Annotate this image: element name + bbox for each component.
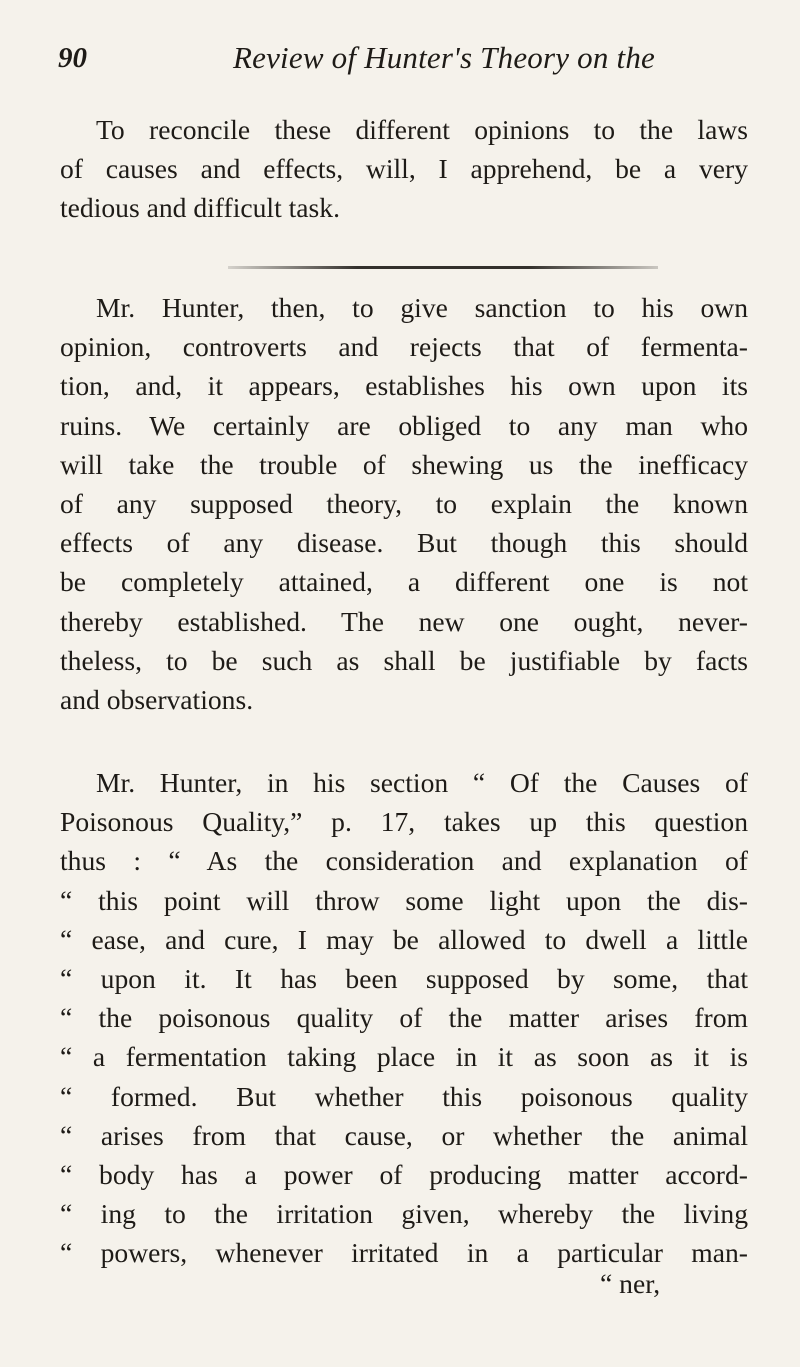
text-line: “ upon it. It has been supposed by some, that <box>60 963 748 995</box>
catchword: “ ner, <box>600 1268 661 1299</box>
text-line: “ formed. But whether this poisonous quality <box>60 1080 748 1112</box>
text-line: thereby established. The new one ought, never- <box>60 605 748 637</box>
text-line: “ this point will throw some light upon the dis- <box>60 884 748 916</box>
text-line: “ arises from that cause, or whether the animal <box>60 1119 748 1151</box>
text-line: “ body has a power of producing matter accord- <box>60 1159 748 1191</box>
text-line: be completely attained, a different one is not <box>60 566 748 598</box>
text-line: will take the trouble of shewing us the inefficacy <box>60 448 748 480</box>
paragraph-3 <box>60 763 748 1273</box>
text-line: thus : “ As the consideration and explanation of <box>60 845 748 877</box>
text-line: Mr. Hunter, then, to give sanction to his own <box>96 292 748 323</box>
text-line: effects of any disease. But though this should <box>60 527 748 559</box>
text-line: Mr. Hunter, in his section “ Of the Causes of <box>96 767 748 798</box>
section-rule <box>228 266 658 269</box>
running-title: Review of Hunter's Theory on the <box>233 40 655 75</box>
text-line: tion, and, it appears, establishes his own upon its <box>60 370 748 402</box>
text-line: “ a fermentation taking place in it as soon as it is <box>60 1041 748 1073</box>
paragraph-1 <box>60 110 748 228</box>
running-head <box>58 40 718 80</box>
text-line: “ ease, and cure, I may be allowed to dwell a little <box>60 923 748 955</box>
text-line: To reconcile these different opinions to the laws <box>96 114 748 145</box>
text-line: theless, to be such as shall be justifiable by facts <box>60 644 748 676</box>
text-line: “ ing to the irritation given, whereby the living <box>60 1198 748 1230</box>
text-line: and observations. <box>60 684 254 716</box>
text-line: “ the poisonous quality of the matter arises from <box>60 1002 748 1034</box>
text-line: opinion, controverts and rejects that of fermenta- <box>60 331 748 363</box>
page-number: 90 <box>58 42 87 74</box>
text-line: tedious and difficult task. <box>60 192 340 224</box>
text-line: of causes and effects, will, I apprehend, be a very <box>60 153 748 185</box>
text-line: Poisonous Quality,” p. 17, takes up this question <box>60 806 748 838</box>
text-line: ruins. We certainly are obliged to any man who <box>60 409 748 441</box>
text-line: “ powers, whenever irritated in a particular man- <box>60 1237 748 1269</box>
text-line: of any supposed theory, to explain the known <box>60 488 748 520</box>
paragraph-2 <box>60 288 748 719</box>
